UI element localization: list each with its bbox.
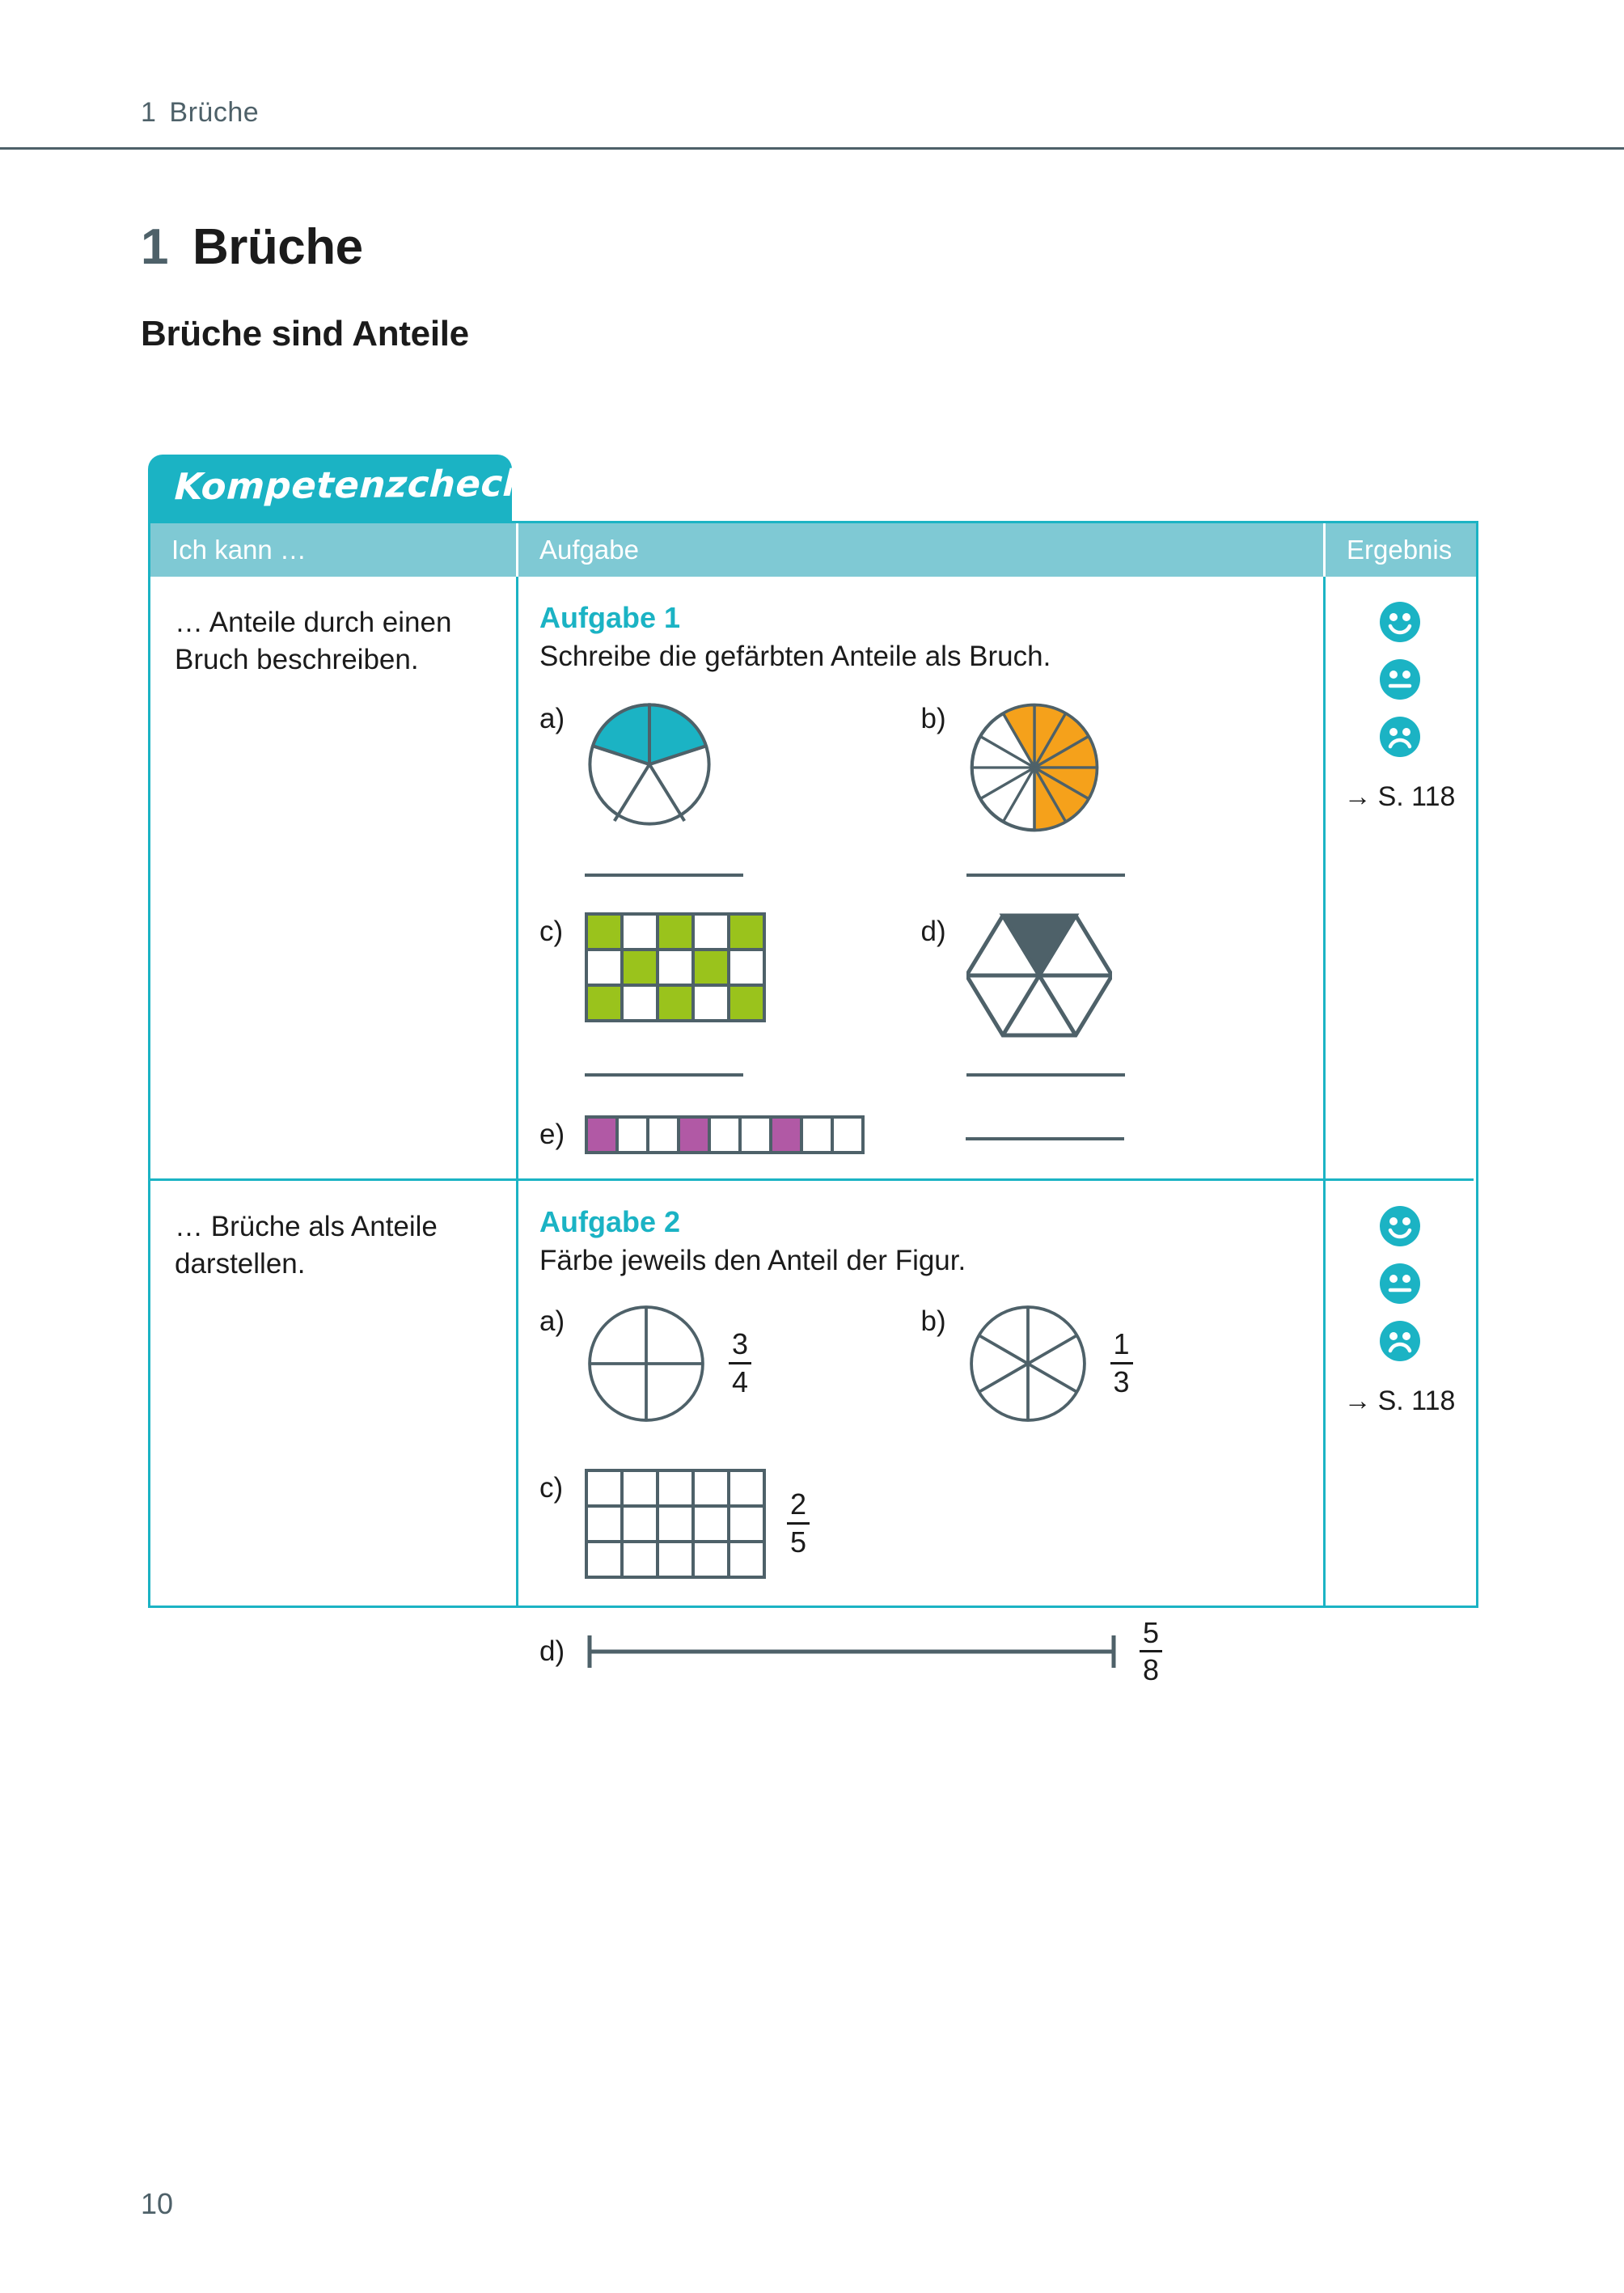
arrow-right-icon: → [1343,781,1372,812]
task-instruction: Schreibe die gefärbten Anteile als Bruch. [539,641,1051,672]
can-text: … Brüche als Anteile darstellen. [175,1211,438,1280]
exercise-item-d [539,1615,1203,1687]
table-row [150,1178,1476,1687]
page-number: 10 [141,2187,174,2220]
answer-line-a[interactable] [585,874,743,877]
item-label-a: a) [539,1305,565,1337]
result-cell [1323,577,1474,1178]
smiley-sad-icon[interactable] [1379,1320,1421,1366]
result-area [1326,577,1474,813]
exercise-item-c [539,1469,923,1579]
fraction-2-5 [787,1489,810,1558]
item-label-c: c) [539,1471,564,1504]
smiley-sad-icon[interactable] [1379,716,1421,762]
pie-figure-12ths[interactable] [966,700,1102,840]
task-cell [516,1178,1323,1687]
fraction-bar [1110,1362,1133,1364]
task-area [518,1181,1323,1707]
circle-sixths-figure[interactable] [966,1302,1133,1425]
kompetenzcheck-tab [148,455,529,521]
fraction-numerator: 1 [1113,1327,1130,1361]
fraction-denominator: 5 [790,1525,807,1559]
smiley-neutral-icon[interactable] [1379,1263,1421,1309]
fraction-3-4 [729,1329,751,1398]
smiley-happy-icon[interactable] [1379,601,1421,647]
fraction-bar [1140,1650,1162,1652]
task-instruction: Färbe jeweils den Anteil der Figur. [539,1245,966,1276]
section-title: Brüche sind Anteile [141,314,469,353]
running-head-divider [0,147,1624,150]
item-label-e: e) [539,1118,565,1150]
can-cell [150,1178,516,1606]
task-cell [516,577,1323,1178]
circle-quarters-figure[interactable] [585,1302,751,1425]
result-reference[interactable] [1344,781,1456,813]
exercise-item-e [539,1115,920,1154]
item-label-b: b) [920,702,946,734]
answer-slot-b [921,874,1303,877]
fraction-numerator: 3 [732,1327,749,1361]
arrow-right-icon: → [1343,1386,1372,1416]
answer-line-d[interactable] [966,1073,1125,1077]
running-head-text [141,97,259,129]
answer-slot-c [539,1073,921,1077]
result-reference-text: S. 118 [1377,781,1456,812]
page-title [141,218,363,276]
answer-slot-a [539,874,921,877]
item-label-b: b) [920,1305,946,1337]
exercise-item-b [921,700,1303,840]
item-label-d: d) [920,915,946,947]
kompetenzcheck-tab-label: Kompetenzcheck [173,461,529,509]
chapter-number: 1 [141,219,168,275]
running-head-title: Brüche [169,97,260,128]
exercise-item-a [539,700,921,840]
table-row [150,577,1476,1178]
table-header-row [150,523,1476,577]
answer-line-c[interactable] [585,1073,743,1077]
exercise-item-b [921,1302,1303,1425]
hexagon-figure[interactable] [966,912,1112,1043]
column-header-aufgabe: Aufgabe [516,523,1323,577]
can-cell [150,577,516,1178]
fraction-numerator: 2 [790,1487,807,1521]
answer-line-e[interactable] [966,1137,1124,1140]
can-text: … Anteile durch einen Bruch beschreiben. [175,607,452,676]
item-label-a: a) [539,702,565,734]
fraction-5-8 [1140,1615,1162,1687]
strip-figure[interactable] [585,1115,865,1154]
task-title: Aufgabe 2 [539,1205,681,1238]
fraction-denominator: 8 [1143,1653,1160,1687]
fraction-bar [787,1522,810,1525]
column-header-ergebnis: Ergebnis [1323,523,1474,577]
exercise-item-d [921,912,1303,1043]
fraction-bar [729,1362,751,1364]
fraction-denominator: 3 [1113,1365,1130,1398]
smiley-happy-icon[interactable] [1379,1205,1421,1251]
fraction-denominator: 4 [732,1365,749,1398]
task-area [518,577,1323,1175]
chapter-title-text: Brüche [192,219,363,275]
exercise-item-a [539,1302,921,1425]
checkerboard-grid-figure[interactable] [585,912,766,1022]
kompetenzcheck-table [148,521,1478,1687]
result-reference-text: S. 118 [1377,1386,1456,1416]
answer-line-b[interactable] [966,874,1125,877]
running-head-number: 1 [141,97,157,128]
fraction-numerator: 5 [1143,1615,1160,1649]
answer-slot-d [921,1073,1303,1077]
smiley-neutral-icon[interactable] [1379,658,1421,704]
segment-figure[interactable] [585,1615,1162,1687]
fraction-1-3 [1110,1329,1133,1398]
result-area [1326,1181,1474,1417]
column-header-ich-kann: Ich kann … [171,535,307,565]
result-cell [1323,1178,1474,1606]
answer-slot-e [920,1129,1302,1140]
pie-figure-5ths[interactable] [585,700,714,833]
item-label-c: c) [539,915,564,947]
exercise-item-c [539,912,921,1043]
item-label-d: d) [539,1635,565,1667]
empty-grid-figure[interactable] [585,1469,810,1579]
result-reference[interactable] [1344,1386,1456,1417]
task-title: Aufgabe 1 [539,601,681,634]
